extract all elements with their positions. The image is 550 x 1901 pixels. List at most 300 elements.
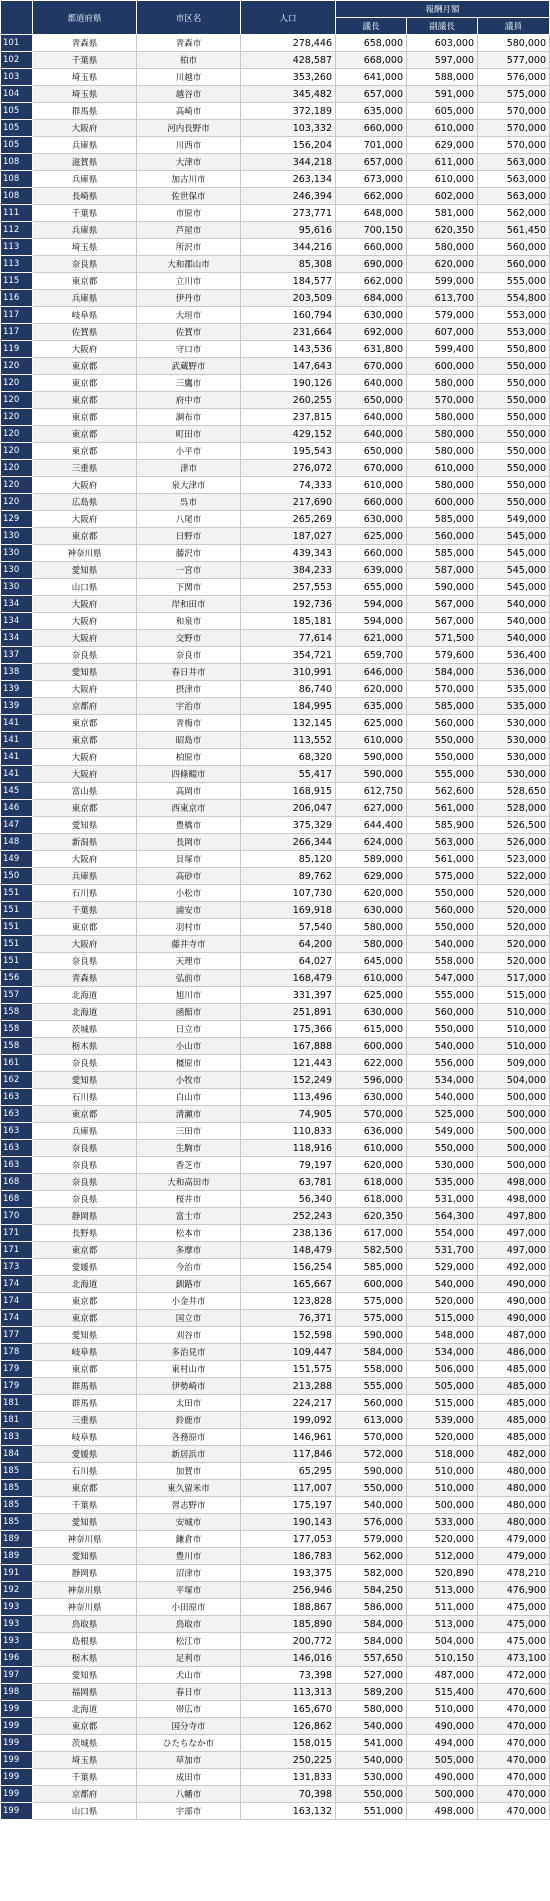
chair-salary-cell: 570,000: [336, 1106, 407, 1123]
table-row: [1, 885, 550, 902]
chair-salary-cell: 670,000: [336, 358, 407, 375]
vice-chair-salary-cell: 513,000: [407, 1582, 478, 1599]
vice-chair-salary-cell: 518,000: [407, 1446, 478, 1463]
population-cell: 147,643: [241, 358, 336, 375]
member-salary-cell: 545,000: [478, 545, 550, 562]
chair-salary-cell: 670,000: [336, 460, 407, 477]
population-cell: 86,740: [241, 681, 336, 698]
chair-salary-cell: 585,000: [336, 1259, 407, 1276]
rank-cell: 151: [1, 885, 33, 902]
rank-cell: 163: [1, 1140, 33, 1157]
table-row: [1, 477, 550, 494]
table-row: [1, 868, 550, 885]
city-cell: 高岡市: [137, 783, 241, 800]
chair-salary-cell: 610,000: [336, 477, 407, 494]
table-row: [1, 817, 550, 834]
chair-salary-cell: 644,400: [336, 817, 407, 834]
table-row: [1, 613, 550, 630]
prefecture-cell: 埼玉県: [33, 239, 137, 256]
prefecture-cell: 大阪府: [33, 766, 137, 783]
rank-cell: 139: [1, 698, 33, 715]
table-row: [1, 256, 550, 273]
table-row: [1, 1259, 550, 1276]
rank-cell: 196: [1, 1650, 33, 1667]
member-salary-cell: 509,000: [478, 1055, 550, 1072]
vice-chair-salary-cell: 563,000: [407, 834, 478, 851]
city-cell: 宇治市: [137, 698, 241, 715]
member-salary-cell: 561,450: [478, 222, 550, 239]
vice-chair-salary-cell: 590,000: [407, 579, 478, 596]
table-row: [1, 1786, 550, 1803]
rank-cell: 178: [1, 1344, 33, 1361]
vice-chair-salary-cell: 550,000: [407, 1140, 478, 1157]
table-row: [1, 443, 550, 460]
table-row: [1, 1004, 550, 1021]
vice-chair-salary-cell: 511,000: [407, 1599, 478, 1616]
vice-chair-salary-cell: 556,000: [407, 1055, 478, 1072]
rank-cell: 141: [1, 749, 33, 766]
city-cell: 小山市: [137, 1038, 241, 1055]
city-cell: 安城市: [137, 1514, 241, 1531]
prefecture-cell: 山口県: [33, 579, 137, 596]
population-cell: 190,126: [241, 375, 336, 392]
vice-chair-salary-cell: 602,000: [407, 188, 478, 205]
vice-chair-salary-cell: 540,000: [407, 1038, 478, 1055]
member-salary-cell: 528,650: [478, 783, 550, 800]
member-salary-cell: 520,000: [478, 936, 550, 953]
city-cell: 多治見市: [137, 1344, 241, 1361]
city-cell: 刈谷市: [137, 1327, 241, 1344]
prefecture-cell: 大阪府: [33, 749, 137, 766]
city-cell: 所沢市: [137, 239, 241, 256]
city-cell: 成田市: [137, 1769, 241, 1786]
population-cell: 375,329: [241, 817, 336, 834]
member-salary-cell: 520,000: [478, 885, 550, 902]
rank-cell: 181: [1, 1395, 33, 1412]
prefecture-cell: 愛知県: [33, 562, 137, 579]
rank-cell: 156: [1, 970, 33, 987]
population-header: 人口: [241, 1, 336, 35]
rank-cell: 130: [1, 528, 33, 545]
prefecture-cell: 京都府: [33, 1786, 137, 1803]
table-row: [1, 239, 550, 256]
population-cell: 65,295: [241, 1463, 336, 1480]
rank-cell: 130: [1, 562, 33, 579]
chair-salary-cell: 555,000: [336, 1378, 407, 1395]
table-row: [1, 579, 550, 596]
city-cell: 青梅市: [137, 715, 241, 732]
member-salary-cell: 520,000: [478, 902, 550, 919]
vice-chair-salary-cell: 580,000: [407, 443, 478, 460]
population-cell: 160,794: [241, 307, 336, 324]
member-salary-cell: 528,000: [478, 800, 550, 817]
population-cell: 132,145: [241, 715, 336, 732]
rank-cell: 108: [1, 188, 33, 205]
member-salary-cell: 485,000: [478, 1395, 550, 1412]
population-cell: 151,575: [241, 1361, 336, 1378]
prefecture-cell: 愛知県: [33, 1072, 137, 1089]
member-salary-cell: 523,000: [478, 851, 550, 868]
prefecture-cell: 滋賀県: [33, 154, 137, 171]
chair-salary-cell: 541,000: [336, 1735, 407, 1752]
city-cell: 三田市: [137, 1123, 241, 1140]
table-row: [1, 1531, 550, 1548]
rank-cell: 198: [1, 1684, 33, 1701]
rank-cell: 158: [1, 1038, 33, 1055]
vice-chair-salary-cell: 580,000: [407, 477, 478, 494]
vice-chair-salary-cell: 607,000: [407, 324, 478, 341]
table-row: [1, 1582, 550, 1599]
city-cell: 平塚市: [137, 1582, 241, 1599]
rank-cell: 199: [1, 1701, 33, 1718]
member-salary-cell: 485,000: [478, 1429, 550, 1446]
rank-cell: 134: [1, 630, 33, 647]
vice-chair-salary-cell: 555,000: [407, 987, 478, 1004]
vice-chair-salary-cell: 567,000: [407, 613, 478, 630]
prefecture-cell: 北海道: [33, 1276, 137, 1293]
prefecture-cell: 東京都: [33, 715, 137, 732]
prefecture-cell: 群馬県: [33, 103, 137, 120]
population-cell: 231,664: [241, 324, 336, 341]
city-cell: 小松市: [137, 885, 241, 902]
chair-salary-cell: 635,000: [336, 103, 407, 120]
vice-chair-salary-cell: 580,000: [407, 426, 478, 443]
population-cell: 372,189: [241, 103, 336, 120]
prefecture-cell: 愛知県: [33, 664, 137, 681]
table-row: [1, 1072, 550, 1089]
population-cell: 278,446: [241, 35, 336, 52]
chair-salary-cell: 589,200: [336, 1684, 407, 1701]
city-cell: 釧路市: [137, 1276, 241, 1293]
population-cell: 260,255: [241, 392, 336, 409]
chair-salary-cell: 639,000: [336, 562, 407, 579]
member-salary-cell: 562,000: [478, 205, 550, 222]
population-cell: 165,670: [241, 1701, 336, 1718]
prefecture-cell: 三重県: [33, 1412, 137, 1429]
population-cell: 175,366: [241, 1021, 336, 1038]
table-row: [1, 1242, 550, 1259]
vice-chair-salary-cell: 490,000: [407, 1769, 478, 1786]
rank-cell: 119: [1, 341, 33, 358]
population-cell: 188,867: [241, 1599, 336, 1616]
rank-cell: 151: [1, 919, 33, 936]
population-cell: 344,218: [241, 154, 336, 171]
chair-salary-cell: 648,000: [336, 205, 407, 222]
table-row: [1, 358, 550, 375]
chair-salary-cell: 657,000: [336, 86, 407, 103]
city-cell: 桜井市: [137, 1191, 241, 1208]
member-salary-cell: 536,000: [478, 664, 550, 681]
vice-chair-salary-cell: 561,000: [407, 851, 478, 868]
table-row: [1, 171, 550, 188]
city-cell: 太田市: [137, 1395, 241, 1412]
rank-cell: 149: [1, 851, 33, 868]
population-cell: 146,016: [241, 1650, 336, 1667]
member-salary-cell: 530,000: [478, 749, 550, 766]
chair-salary-cell: 631,800: [336, 341, 407, 358]
city-cell: 小金井市: [137, 1293, 241, 1310]
member-salary-cell: 545,000: [478, 528, 550, 545]
prefecture-cell: 富山県: [33, 783, 137, 800]
chair-salary-cell: 620,000: [336, 885, 407, 902]
prefecture-cell: 大阪府: [33, 596, 137, 613]
rank-cell: 192: [1, 1582, 33, 1599]
rank-cell: 151: [1, 953, 33, 970]
city-header: 市区名: [137, 1, 241, 35]
chair-salary-cell: 540,000: [336, 1718, 407, 1735]
vice-chair-salary-cell: 548,000: [407, 1327, 478, 1344]
chair-salary-cell: 650,000: [336, 443, 407, 460]
chair-salary-cell: 659,700: [336, 647, 407, 664]
table-row: [1, 1446, 550, 1463]
prefecture-cell: 島根県: [33, 1633, 137, 1650]
population-cell: 68,320: [241, 749, 336, 766]
prefecture-cell: 東京都: [33, 1242, 137, 1259]
rank-cell: 197: [1, 1667, 33, 1684]
rank-cell: 185: [1, 1497, 33, 1514]
city-cell: 昭島市: [137, 732, 241, 749]
population-cell: 276,072: [241, 460, 336, 477]
member-salary-cell: 553,000: [478, 307, 550, 324]
rank-cell: 171: [1, 1225, 33, 1242]
prefecture-cell: 広島県: [33, 494, 137, 511]
population-cell: 344,216: [241, 239, 336, 256]
table-row: [1, 511, 550, 528]
member-salary-cell: 470,000: [478, 1718, 550, 1735]
member-salary-cell: 492,000: [478, 1259, 550, 1276]
member-salary-cell: 530,000: [478, 766, 550, 783]
member-salary-cell: 570,000: [478, 120, 550, 137]
table-row: [1, 460, 550, 477]
rank-cell: 191: [1, 1565, 33, 1582]
member-salary-cell: 555,000: [478, 273, 550, 290]
rank-cell: 108: [1, 171, 33, 188]
city-cell: 八尾市: [137, 511, 241, 528]
rank-cell: 181: [1, 1412, 33, 1429]
vice-chair-salary-cell: 500,000: [407, 1497, 478, 1514]
table-row: [1, 1140, 550, 1157]
chair-salary-cell: 640,000: [336, 375, 407, 392]
chair-salary-cell: 594,000: [336, 596, 407, 613]
prefecture-cell: 群馬県: [33, 1395, 137, 1412]
chair-salary-cell: 646,000: [336, 664, 407, 681]
chair-salary-cell: 660,000: [336, 120, 407, 137]
member-salary-cell: 560,000: [478, 256, 550, 273]
member-salary-cell: 486,000: [478, 1344, 550, 1361]
city-cell: 四條畷市: [137, 766, 241, 783]
prefecture-cell: 愛知県: [33, 1514, 137, 1531]
table-row: [1, 987, 550, 1004]
prefecture-cell: 東京都: [33, 443, 137, 460]
chair-salary-cell: 668,000: [336, 52, 407, 69]
chair-salary-cell: 684,000: [336, 290, 407, 307]
member-salary-cell: 550,000: [478, 409, 550, 426]
table-row: [1, 69, 550, 86]
table-row: [1, 596, 550, 613]
member-salary-cell: 497,000: [478, 1225, 550, 1242]
city-cell: 天理市: [137, 953, 241, 970]
table-row: [1, 766, 550, 783]
member-salary-cell: 550,800: [478, 341, 550, 358]
member-salary-cell: 475,000: [478, 1616, 550, 1633]
vice-chair-salary-cell: 562,600: [407, 783, 478, 800]
prefecture-cell: 岐阜県: [33, 1429, 137, 1446]
population-cell: 186,783: [241, 1548, 336, 1565]
population-cell: 246,394: [241, 188, 336, 205]
vice-chair-salary-cell: 539,000: [407, 1412, 478, 1429]
rank-cell: 138: [1, 664, 33, 681]
member-salary-cell: 479,000: [478, 1548, 550, 1565]
vice-chair-salary-cell: 512,000: [407, 1548, 478, 1565]
vice-chair-salary-cell: 560,000: [407, 715, 478, 732]
rank-cell: 170: [1, 1208, 33, 1225]
city-cell: 柏市: [137, 52, 241, 69]
population-cell: 238,136: [241, 1225, 336, 1242]
chair-salary-cell: 590,000: [336, 1463, 407, 1480]
vice-chair-salary-cell: 547,000: [407, 970, 478, 987]
population-cell: 187,027: [241, 528, 336, 545]
population-cell: 123,828: [241, 1293, 336, 1310]
chair-salary-cell: 582,500: [336, 1242, 407, 1259]
table-row: [1, 1684, 550, 1701]
member-salary-cell: 522,000: [478, 868, 550, 885]
population-cell: 57,540: [241, 919, 336, 936]
chair-salary-cell: 622,000: [336, 1055, 407, 1072]
city-cell: 一宮市: [137, 562, 241, 579]
chair-salary-cell: 600,000: [336, 1038, 407, 1055]
table-row: [1, 834, 550, 851]
chair-salary-cell: 610,000: [336, 1140, 407, 1157]
chair-salary-cell: 562,000: [336, 1548, 407, 1565]
chair-salary-cell: 560,000: [336, 1395, 407, 1412]
member-salary-cell: 470,000: [478, 1769, 550, 1786]
prefecture-cell: 奈良県: [33, 953, 137, 970]
vice-chair-salary-cell: 550,000: [407, 885, 478, 902]
chair-salary-cell: 701,000: [336, 137, 407, 154]
table-row: [1, 1055, 550, 1072]
chair-salary-cell: 660,000: [336, 545, 407, 562]
rank-cell: 193: [1, 1616, 33, 1633]
rank-cell: 148: [1, 834, 33, 851]
chair-salary-cell: 615,000: [336, 1021, 407, 1038]
prefecture-cell: 千葉県: [33, 52, 137, 69]
chair-salary-cell: 630,000: [336, 1004, 407, 1021]
prefecture-cell: 千葉県: [33, 205, 137, 222]
vice-chair-salary-cell: 550,000: [407, 732, 478, 749]
prefecture-cell: 奈良県: [33, 256, 137, 273]
member-salary-cell: 510,000: [478, 1038, 550, 1055]
vice-chair-salary-cell: 515,000: [407, 1395, 478, 1412]
member-salary-cell: 498,000: [478, 1191, 550, 1208]
chair-salary-cell: 692,000: [336, 324, 407, 341]
vice-chair-salary-cell: 534,000: [407, 1072, 478, 1089]
vice-chair-salary-cell: 580,000: [407, 409, 478, 426]
rank-cell: 120: [1, 358, 33, 375]
member-salary-cell: 540,000: [478, 596, 550, 613]
prefecture-cell: 石川県: [33, 885, 137, 902]
city-cell: 泉大津市: [137, 477, 241, 494]
population-cell: 429,152: [241, 426, 336, 443]
city-cell: 津市: [137, 460, 241, 477]
prefecture-cell: 東京都: [33, 919, 137, 936]
chair-salary-cell: 551,000: [336, 1803, 407, 1820]
prefecture-cell: 東京都: [33, 358, 137, 375]
vice-chair-salary-cell: 599,000: [407, 273, 478, 290]
population-cell: 428,587: [241, 52, 336, 69]
chair-salary-cell: 576,000: [336, 1514, 407, 1531]
prefecture-cell: 新潟県: [33, 834, 137, 851]
population-cell: 113,313: [241, 1684, 336, 1701]
rank-cell: 199: [1, 1786, 33, 1803]
city-cell: 松江市: [137, 1633, 241, 1650]
city-cell: 川越市: [137, 69, 241, 86]
vice-chair-salary-cell: 525,000: [407, 1106, 478, 1123]
prefecture-cell: 神奈川県: [33, 1599, 137, 1616]
member-salary-cell: 545,000: [478, 579, 550, 596]
chair-salary-cell: 645,000: [336, 953, 407, 970]
rank-cell: 134: [1, 613, 33, 630]
table-row: [1, 1344, 550, 1361]
rank-cell: 105: [1, 137, 33, 154]
population-cell: 195,543: [241, 443, 336, 460]
member-salary-cell: 475,000: [478, 1599, 550, 1616]
city-cell: 東久留米市: [137, 1480, 241, 1497]
rank-cell: 113: [1, 239, 33, 256]
city-cell: 豊川市: [137, 1548, 241, 1565]
vice-chair-salary-cell: 610,000: [407, 120, 478, 137]
vice-chair-salary-cell: 584,000: [407, 664, 478, 681]
vice-chair-salary-cell: 550,000: [407, 919, 478, 936]
table-row: [1, 1463, 550, 1480]
prefecture-cell: 岐阜県: [33, 1344, 137, 1361]
prefecture-cell: 大阪府: [33, 341, 137, 358]
city-cell: 小牧市: [137, 1072, 241, 1089]
prefecture-cell: 大阪府: [33, 477, 137, 494]
rank-cell: 179: [1, 1378, 33, 1395]
member-salary-cell: 500,000: [478, 1089, 550, 1106]
city-cell: 日立市: [137, 1021, 241, 1038]
prefecture-cell: 愛媛県: [33, 1446, 137, 1463]
population-cell: 70,398: [241, 1786, 336, 1803]
population-cell: 109,447: [241, 1344, 336, 1361]
city-cell: 伊丹市: [137, 290, 241, 307]
prefecture-header: 都道府県: [33, 1, 137, 35]
prefecture-cell: 北海道: [33, 987, 137, 1004]
city-cell: 鳥取市: [137, 1616, 241, 1633]
table-row: [1, 188, 550, 205]
table-row: [1, 392, 550, 409]
table-row: [1, 953, 550, 970]
table-row: [1, 902, 550, 919]
city-cell: 藤沢市: [137, 545, 241, 562]
prefecture-cell: 山口県: [33, 1803, 137, 1820]
city-cell: 川西市: [137, 137, 241, 154]
population-cell: 168,915: [241, 783, 336, 800]
city-cell: 高崎市: [137, 103, 241, 120]
prefecture-cell: 奈良県: [33, 1174, 137, 1191]
vice-chair-salary-cell: 550,000: [407, 1021, 478, 1038]
population-cell: 331,397: [241, 987, 336, 1004]
population-cell: 263,134: [241, 171, 336, 188]
rank-cell: 199: [1, 1803, 33, 1820]
table-row: [1, 1667, 550, 1684]
vice-chair-salary-cell: 549,000: [407, 1123, 478, 1140]
prefecture-cell: 東京都: [33, 1480, 137, 1497]
rank-cell: 129: [1, 511, 33, 528]
table-row: [1, 783, 550, 800]
member-salary-cell: 470,000: [478, 1735, 550, 1752]
member-salary-cell: 550,000: [478, 477, 550, 494]
